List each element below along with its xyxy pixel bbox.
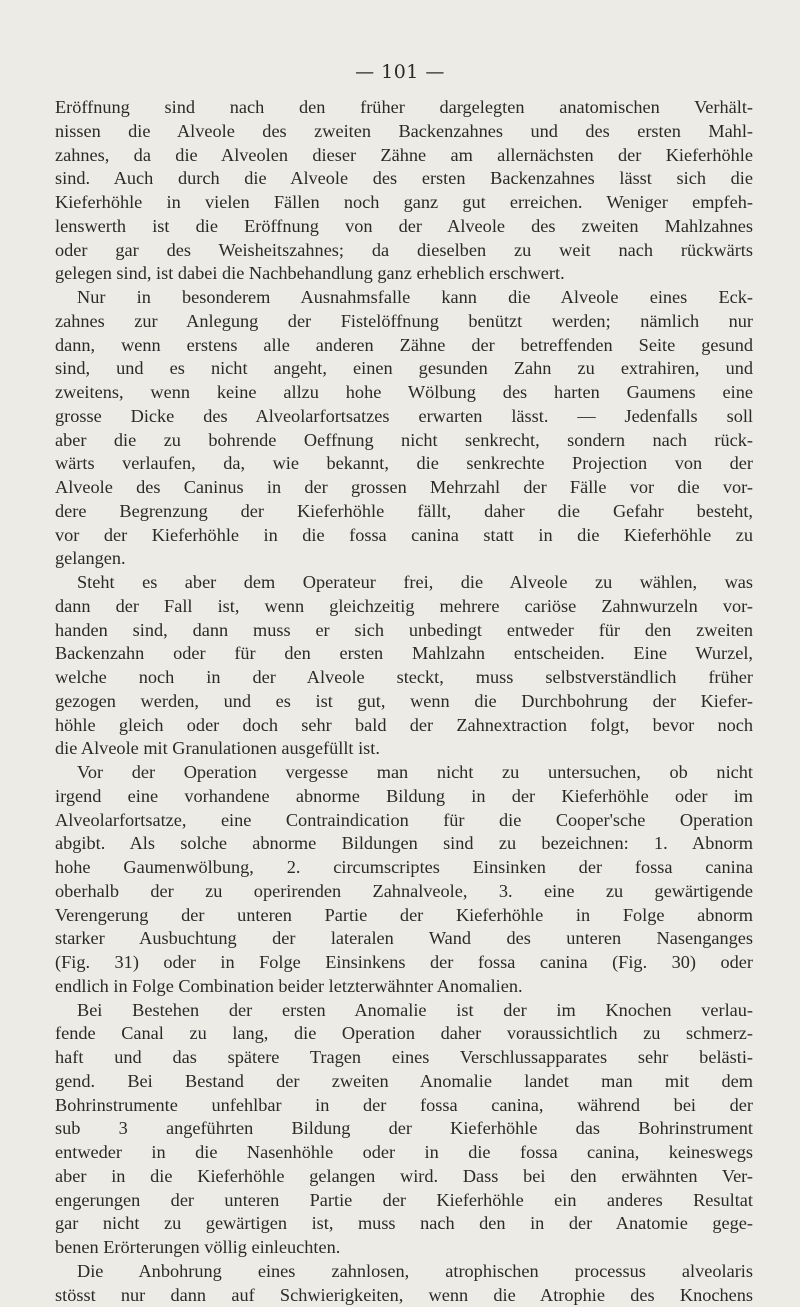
text-line: vor der Kieferhöhle in die fossa canina statt in die Kieferhöhle zu xyxy=(55,524,753,548)
text-line: fende Canal zu lang, die Operation daher voraussichtlich zu schmerz- xyxy=(55,1022,753,1046)
text-line: abgibt. Als solche abnorme Bildungen sind zu bezeichnen: 1. Abnorm xyxy=(55,832,753,856)
text-line: Bohrinstrumente unfehlbar in der fossa canina, während bei der xyxy=(55,1094,753,1118)
text-line: dann, wenn erstens alle anderen Zähne der betreffenden Seite gesund xyxy=(55,334,753,358)
body-text xyxy=(55,96,753,1307)
text-line: grosse Dicke des Alveolarfortsatzes erwarten lässt. — Jedenfalls soll xyxy=(55,405,753,429)
text-line: aber in die Kieferhöhle gelangen wird. Dass bei den erwähnten Ver- xyxy=(55,1165,753,1189)
text-line: gezogen werden, und es ist gut, wenn die Durchbohrung der Kiefer- xyxy=(55,690,753,714)
text-line: gelegen sind, ist dabei die Nachbehandlung ganz erheblich erschwert. xyxy=(55,262,753,286)
text-line: gend. Bei Bestand der zweiten Anomalie landet man mit dem xyxy=(55,1070,753,1094)
text-line: dann der Fall ist, wenn gleichzeitig mehrere cariöse Zahnwurzeln vor- xyxy=(55,595,753,619)
text-line: endlich in Folge Combination beider letzterwähnter Anomalien. xyxy=(55,975,753,999)
text-line: oder gar des Weisheitszahnes; da dieselben zu weit nach rückwärts xyxy=(55,239,753,263)
text-line: zahnes zur Anlegung der Fistelöffnung benützt werden; nämlich nur xyxy=(55,310,753,334)
text-line: sind. Auch durch die Alveole des ersten Backenzahnes lässt sich die xyxy=(55,167,753,191)
text-line: Nur in besonderem Ausnahmsfalle kann die Alveole eines Eck- xyxy=(55,286,753,310)
text-line: Backenzahn oder für den ersten Mahlzahn entscheiden. Eine Wurzel, xyxy=(55,642,753,666)
text-line: gelangen. xyxy=(55,547,753,571)
text-line: sub 3 angeführten Bildung der Kieferhöhle das Bohrinstrument xyxy=(55,1117,753,1141)
text-line: lenswerth ist die Eröffnung von der Alveole des zweiten Mahlzahnes xyxy=(55,215,753,239)
text-line: aber die zu bohrende Oeffnung nicht senkrecht, sondern nach rück- xyxy=(55,429,753,453)
text-line: Steht es aber dem Operateur frei, die Alveole zu wählen, was xyxy=(55,571,753,595)
text-line: haft und das spätere Tragen eines Verschlussapparates sehr belästi- xyxy=(55,1046,753,1070)
text-line: welche noch in der Alveole steckt, muss selbstverständlich früher xyxy=(55,666,753,690)
text-line: Eröffnung sind nach den früher dargelegten anatomischen Verhält- xyxy=(55,96,753,120)
text-line: engerungen der unteren Partie der Kieferhöhle ein anderes Resultat xyxy=(55,1189,753,1213)
text-line: Kieferhöhle in vielen Fällen noch ganz gut erreichen. Weniger empfeh- xyxy=(55,191,753,215)
text-line: sind, und es nicht angeht, einen gesunden Zahn zu extrahiren, und xyxy=(55,357,753,381)
text-line: benen Erörterungen völlig einleuchten. xyxy=(55,1236,753,1260)
text-line: entweder in die Nasenhöhle oder in die fossa canina, keineswegs xyxy=(55,1141,753,1165)
text-line: wärts verlaufen, da, wie bekannt, die senkrechte Projection von der xyxy=(55,452,753,476)
text-line: zahnes, da die Alveolen dieser Zähne am allernächsten der Kieferhöhle xyxy=(55,144,753,168)
text-line: hohe Gaumenwölbung, 2. circumscriptes Einsinken der fossa canina xyxy=(55,856,753,880)
text-line: zweitens, wenn keine allzu hohe Wölbung des harten Gaumens eine xyxy=(55,381,753,405)
text-line: gar nicht zu gewärtigen ist, muss nach den in der Anatomie gege- xyxy=(55,1212,753,1236)
text-line: stösst nur dann auf Schwierigkeiten, wenn die Atrophie des Knochens xyxy=(55,1284,753,1307)
text-line: irgend eine vorhandene abnorme Bildung in der Kieferhöhle oder im xyxy=(55,785,753,809)
text-line: Alveolarfortsatze, eine Contraindication für die Cooper'sche Operation xyxy=(55,809,753,833)
text-line: nissen die Alveole des zweiten Backenzahnes und des ersten Mahl- xyxy=(55,120,753,144)
text-line: Verengerung der unteren Partie der Kieferhöhle in Folge abnorm xyxy=(55,904,753,928)
text-line: höhle gleich oder doch sehr bald der Zahnextraction folgt, bevor noch xyxy=(55,714,753,738)
text-line: Alveole des Caninus in der grossen Mehrzahl der Fälle vor die vor- xyxy=(55,476,753,500)
text-line: Vor der Operation vergesse man nicht zu untersuchen, ob nicht xyxy=(55,761,753,785)
text-line: Die Anbohrung eines zahnlosen, atrophischen processus alveolaris xyxy=(55,1260,753,1284)
text-line: Bei Bestehen der ersten Anomalie ist der im Knochen verlau- xyxy=(55,999,753,1023)
text-line: starker Ausbuchtung der lateralen Wand des unteren Nasenganges xyxy=(55,927,753,951)
text-line: oberhalb der zu operirenden Zahnalveole, 3. eine zu gewärtigende xyxy=(55,880,753,904)
text-line: dere Begrenzung der Kieferhöhle fällt, daher die Gefahr besteht, xyxy=(55,500,753,524)
text-line: die Alveole mit Granulationen ausgefüllt ist. xyxy=(55,737,753,761)
text-line: (Fig. 31) oder in Folge Einsinkens der fossa canina (Fig. 30) oder xyxy=(55,951,753,975)
text-line: handen sind, dann muss er sich unbedingt entweder für den zweiten xyxy=(55,619,753,643)
page-number: — 101 — xyxy=(0,61,800,83)
